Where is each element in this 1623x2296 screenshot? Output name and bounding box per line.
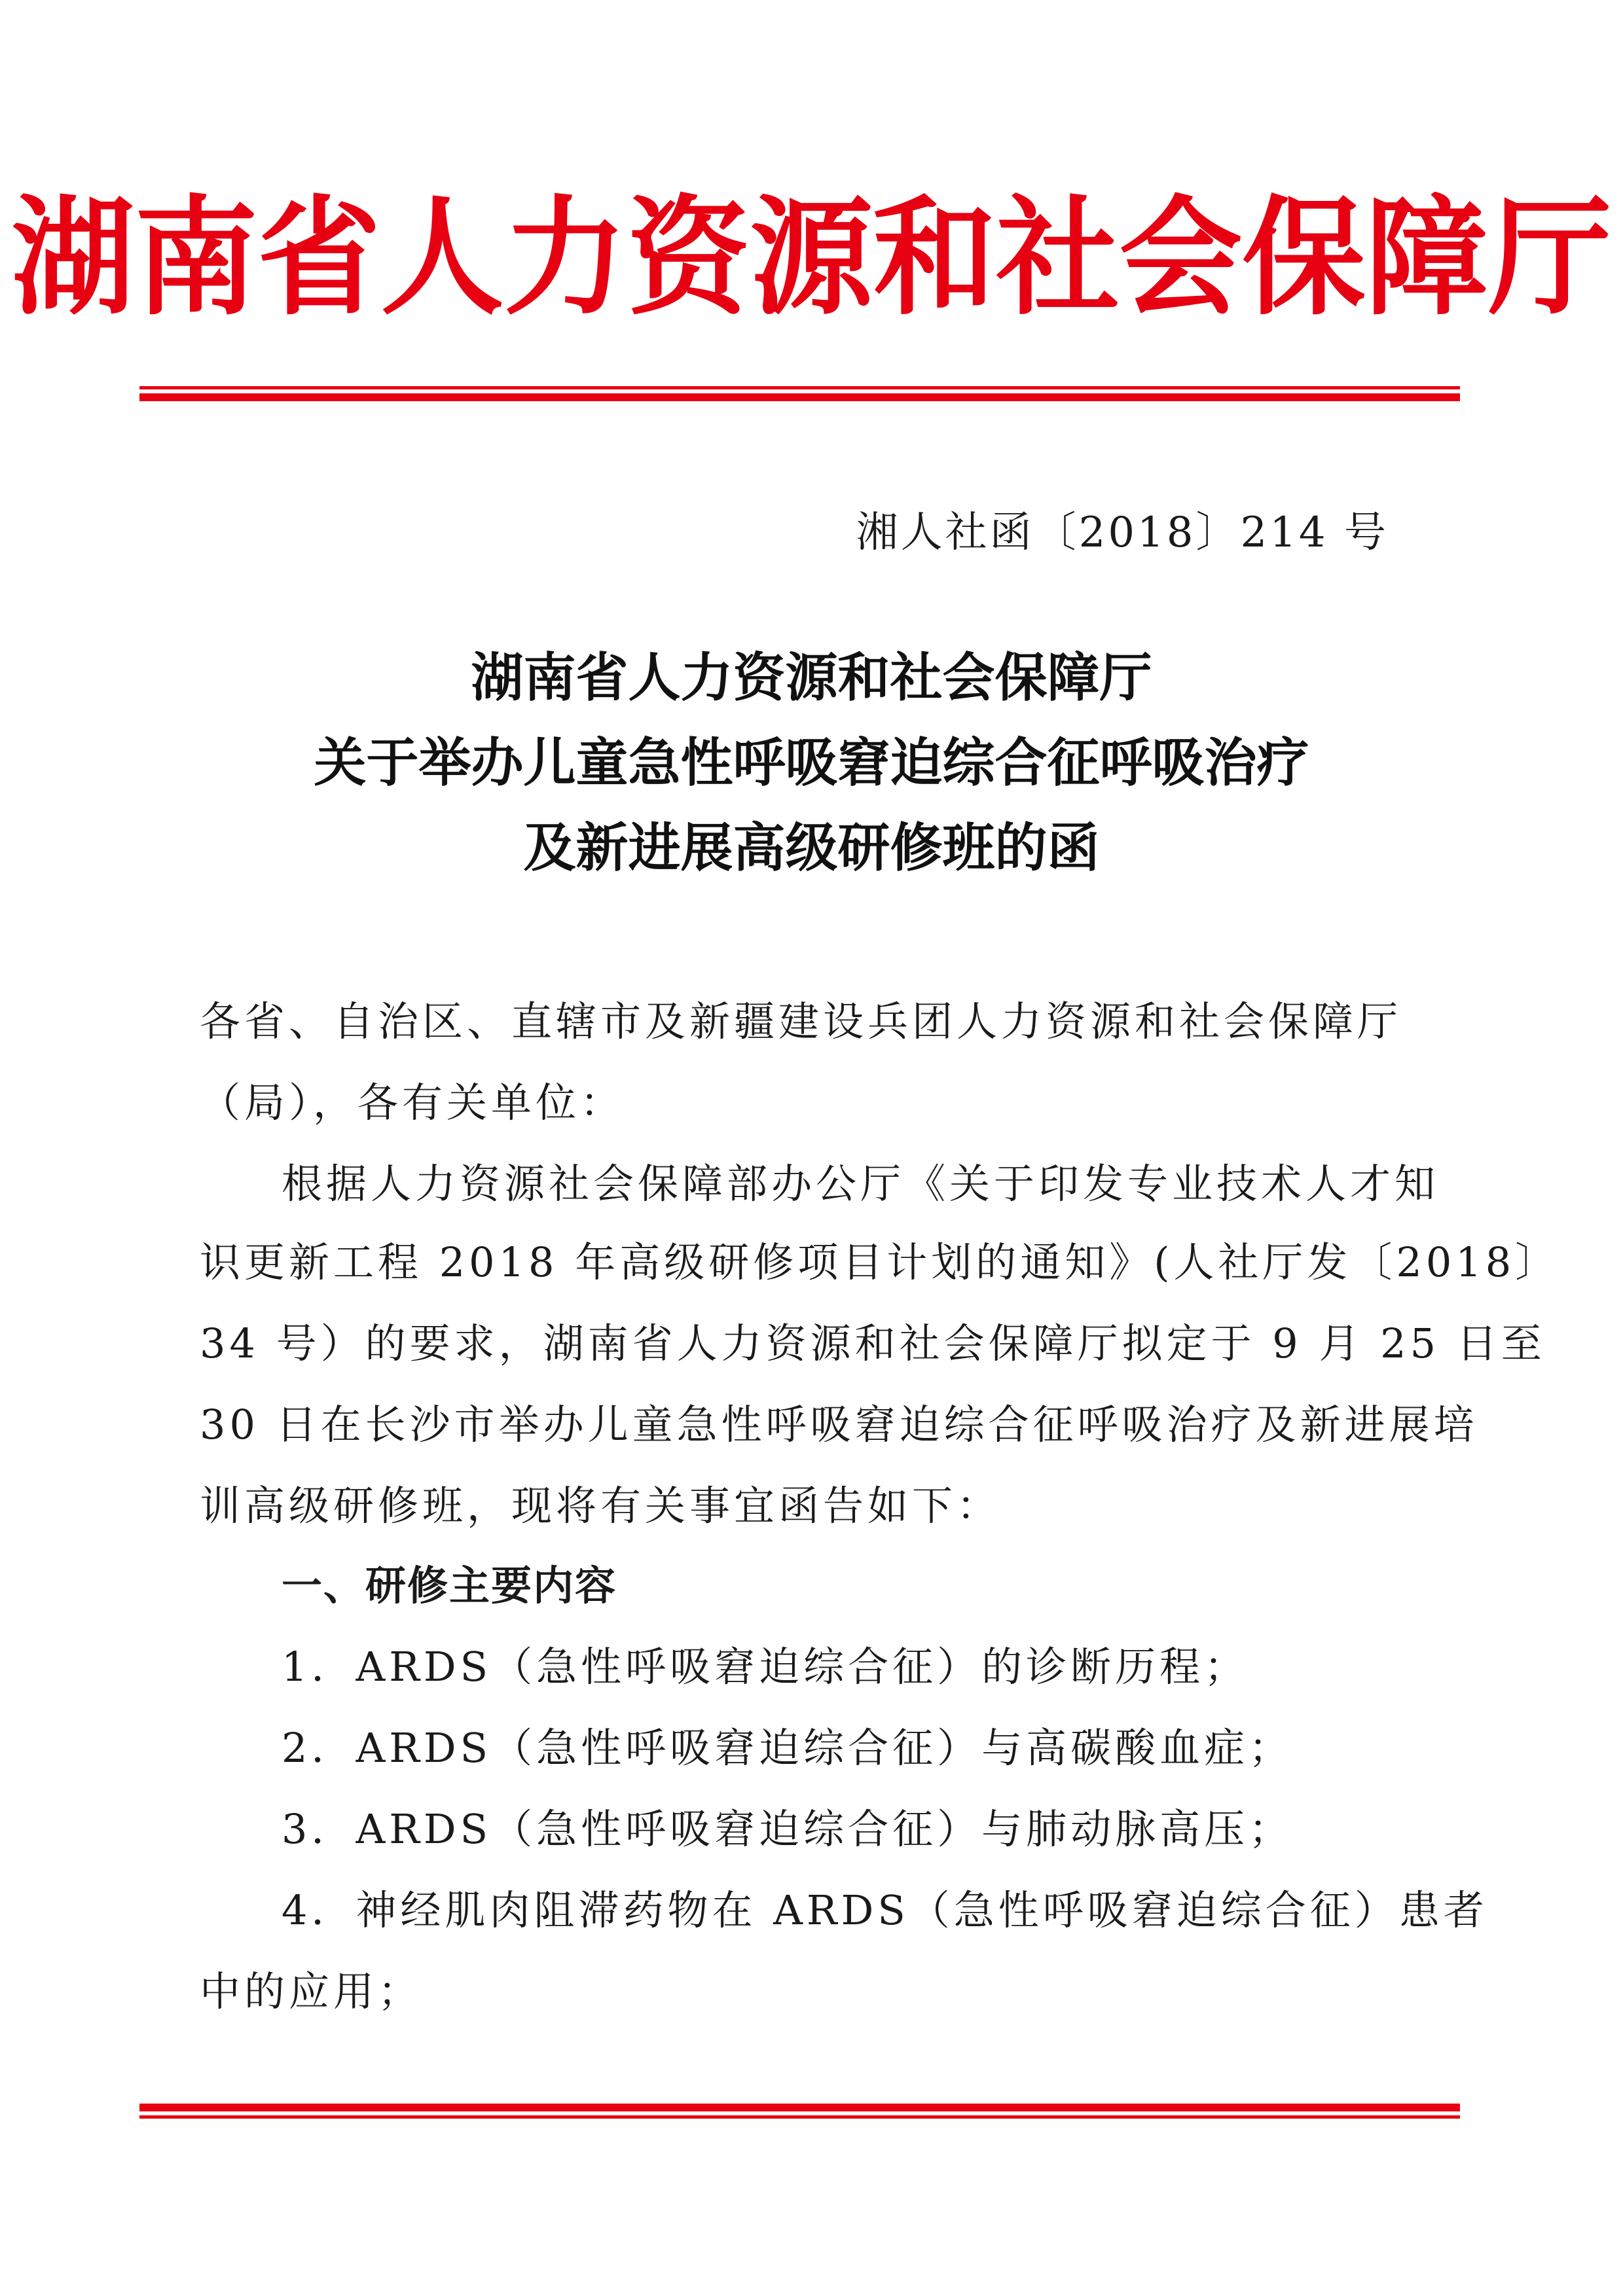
list-item-3: 3．ARDS（急性呼吸窘迫综合征）与肺动脉高压；	[282, 1805, 1294, 1853]
document-title-line-1: 湖南省人力资源和社会保障厅	[471, 647, 1152, 708]
masthead-title: 湖南省人力资源和社会保障厅	[11, 182, 1612, 333]
footer-red-rule	[139, 2104, 1460, 2119]
document-number: 湘人社函〔2018〕214 号	[856, 509, 1389, 557]
list-item-2: 2．ARDS（急性呼吸窘迫综合征）与高碳酸血症；	[282, 1724, 1294, 1772]
addressee-line-2: （局），各有关单位：	[200, 1079, 625, 1126]
paragraph-line-5: 训高级研修班，现将有关事宜函告如下：	[200, 1482, 1002, 1530]
addressee-line-1: 各省、自治区、直辖市及新疆建设兵团人力资源和社会保障厅	[200, 997, 1402, 1045]
header-red-rule	[139, 386, 1460, 401]
paragraph-line-2: 识更新工程 2018 年高级研修项目计划的通知》(人社厅发〔2018〕	[200, 1238, 1560, 1286]
paragraph-line-4: 30 日在长沙市举办儿童急性呼吸窘迫综合征呼吸治疗及新进展培	[200, 1401, 1478, 1448]
section-heading: 一、研修主要内容	[282, 1562, 617, 1609]
document-title-line-3: 及新进展高级研修班的函	[523, 817, 1100, 878]
document-title-line-2: 关于举办儿童急性呼吸窘迫综合征呼吸治疗	[314, 732, 1309, 793]
list-item-4-line-2: 中的应用；	[200, 1967, 423, 2015]
paragraph-line-3: 34 号）的要求，湖南省人力资源和社会保障厅拟定于 9 月 25 日至	[200, 1319, 1546, 1367]
list-item-4-line-1: 4．神经肌肉阻滞药物在 ARDS（急性呼吸窘迫综合征）患者	[282, 1886, 1488, 1934]
list-item-1: 1．ARDS（急性呼吸窘迫综合征）的诊断历程；	[282, 1643, 1249, 1691]
paragraph-line-1: 根据人力资源社会保障部办公厅《关于印发专业技术人才知	[282, 1160, 1440, 1208]
